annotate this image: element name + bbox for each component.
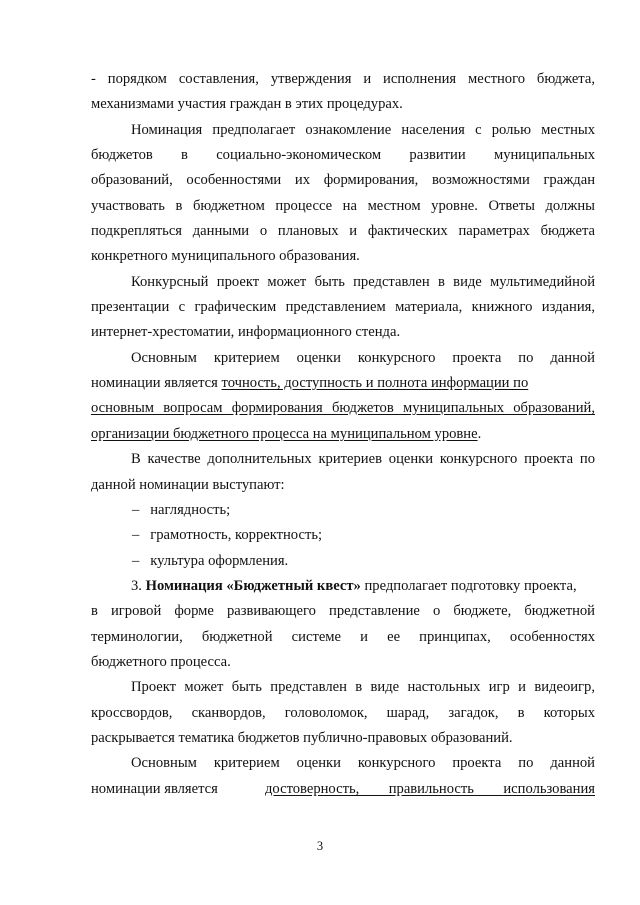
text-line: В качестве дополнительных критериев оценки конкурсного проекта по: [131, 451, 595, 467]
text-segment: предполагает подготовку проекта,: [360, 578, 577, 594]
list-item-text: культура оформления.: [150, 553, 289, 569]
dash-bullet: –: [132, 553, 140, 569]
text-line: раскрывается тематика бюджетов публично-правовых образований.: [91, 730, 513, 746]
list-item: [132, 500, 432, 520]
text-line: презентации с графическим представлением материала, книжного издания,: [91, 299, 595, 315]
text-line: конкретного муниципального образования.: [91, 248, 360, 264]
underlined-text: организации бюджетного процесса на муниципальном уровне: [91, 426, 478, 442]
text-line: [131, 576, 595, 596]
text-line: в игровой форме развивающего представление о бюджете, бюджетной: [91, 603, 595, 619]
text-line: Основным критерием оценки конкурсного проекта по данной: [131, 350, 595, 366]
list-item: [132, 551, 432, 571]
text-line: терминологии, бюджетной системе и ее принципах, особенностях: [91, 629, 595, 645]
underlined-text: достоверность, правильность использования: [265, 781, 595, 797]
text-line: [91, 779, 595, 799]
text-line: - порядком составления, утверждения и исполнения местного бюджета,: [91, 71, 595, 87]
dash-bullet: –: [132, 527, 140, 543]
text-segment: номинации является: [91, 375, 222, 391]
page-number: 3: [316, 839, 324, 853]
dash-bullet: –: [132, 502, 140, 518]
text-segment: номинации является: [91, 781, 218, 797]
nomination-title: Номинация «Бюджетный квест»: [145, 578, 361, 594]
text-line: кроссвордов, сканвордов, головоломок, шарад, загадок, в которых: [91, 705, 595, 721]
text-line: интернет-хрестоматии, информационного стенда.: [91, 324, 401, 340]
underlined-text: точность, доступность и полнота информации по: [221, 375, 529, 391]
text-line: участвовать в бюджетном процессе на местном уровне. Ответы должны: [91, 198, 595, 214]
text-line: бюджетов в социально-экономическом развитии муниципальных: [91, 147, 595, 163]
text-line: [91, 424, 595, 444]
underlined-text-line: основным вопросам формирования бюджетов муниципальных образований,: [91, 400, 595, 416]
text-line: [91, 373, 595, 393]
list-item-text: грамотность, корректность;: [150, 527, 323, 543]
text-line: Конкурсный проект может быть представлен в виде мультимедийной: [131, 274, 595, 290]
text-line: Основным критерием оценки конкурсного проекта по данной: [131, 755, 595, 771]
text-line: бюджетного процесса.: [91, 654, 231, 670]
text-line: образований, особенностями их формирования, возможностями граждан: [91, 172, 595, 188]
text-line: данной номинации выступают:: [91, 477, 285, 493]
text-segment: .: [477, 426, 482, 442]
text-line: механизмами участия граждан в этих процедурах.: [91, 96, 403, 112]
list-item-text: наглядность;: [150, 502, 231, 518]
text-line: Номинация предполагает ознакомление населения с ролью местных: [131, 122, 595, 138]
text-segment: 3.: [131, 578, 146, 594]
text-line: Проект может быть представлен в виде настольных игр и видеоигр,: [131, 679, 595, 695]
list-item: [132, 525, 432, 545]
text-line: подкрепляться данными о плановых и фактических параметрах бюджета: [91, 223, 595, 239]
